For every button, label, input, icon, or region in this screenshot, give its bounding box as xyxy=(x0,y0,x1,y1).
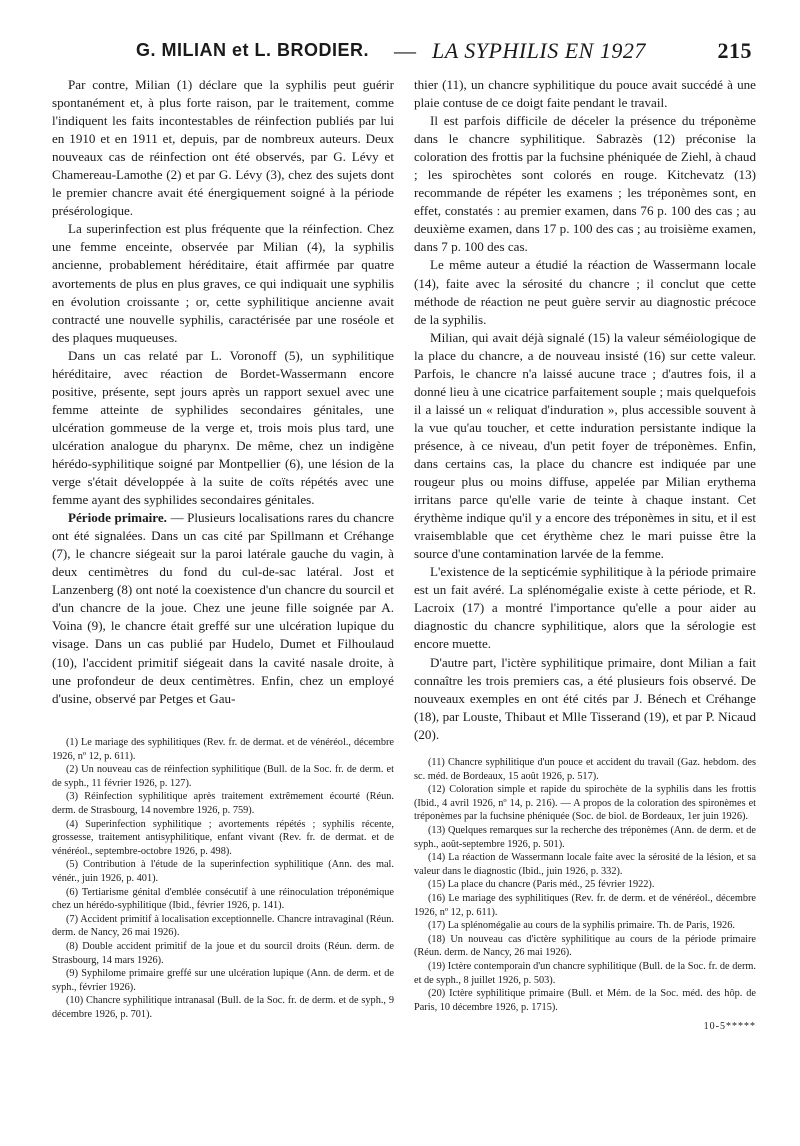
footnote: (14) La réaction de Wassermann locale faite avec la sérosité de la lésion, et sa valeur dans le diagnostic (Ibid., juin 1926, p. 332). xyxy=(414,852,756,877)
footnote: (19) Ictère contemporain d'un chancre syphilitique (Bull. de la Soc. fr. de derm. et de syph., 8 juillet 1926, p. 503). xyxy=(414,960,756,986)
footnote: (3) Réinfection syphilitique après traitement extrêmement écourté (Réun. derm. de Strasbourg, 14 novembre 1926, p. 759). xyxy=(52,791,394,816)
running-head-authors: G. MILIAN et L. BRODIER. xyxy=(136,40,370,60)
footnote: (10) Chancre syphilitique intranasal (Bull. de la Soc. fr. de derm. et de syph., 9 décembre 1926, p. 701). xyxy=(52,995,394,1020)
footnote: (15) La place du chancre (Paris méd., 25 février 1922). xyxy=(428,879,655,891)
footnote: (12) Coloration simple et rapide du spirochète de la syphilis dans les frottis (Ibid., 4 avril 1926, nº 14, p. 216). — A propos de la coloration des spironèmes et tréponèmes par la fuchsine phéniquée (Soc. de biol. de Bordeaux, 1er juin 1926). xyxy=(414,784,756,823)
footnote: (4) Superinfection syphilitique ; avortements répétés ; syphilis récente, grossesse, traitement antisyphilitique, enfant vivant (Rev. fr. de dermat. et de vénéréol., septembre-octobre 1926, p. 498). xyxy=(52,818,394,857)
paragraph: D'autre part, l'ictère syphilitique primaire, dont Milian a fait connaître les trois premiers cas, a été plusieurs fois observé. De nouveaux exemples en ont été cités par J. Bénech et Créhange (18), par Louste, Thibaut et Mlle Tisserand (19), et par P. Nicaud (20). xyxy=(414,654,756,742)
heading-dash: — xyxy=(166,510,188,526)
paragraph: Il est parfois difficile de déceler la présence du tréponème dans le chancre syphilitique. Sabrazès (12) préconise la coloration des frottis par la fuchsine phéniquée de Ziehl, à chaud ; les spirochètes sont colorés en rouge. Kitchevatz (13) recommande de répéter les examens ; les tréponèmes sont, en effet, constatés : au premier examen, dans 76 p. 100 des cas ; au deuxième examen, dans 17 p. 100 des cas ; au troisième examen, dans 7 p. 100 des cas. xyxy=(414,113,756,255)
footnote: (9) Syphilome primaire greffé sur une ulcération lupique (Ann. de derm. et de syph., février 1926). xyxy=(52,968,394,993)
paragraph: Par contre, Milian (1) déclare que la syphilis peut guérir spontanément et, à plus forte raison, par le traitement, comme l'indiquent les faits incontestables de réinfection publiés par lui en 1910 et en 1911 et, depuis, par de nombreux auteurs. Deux nouveaux cas de réinfection ont été observés, par G. Lévy et Chamereau-Lamothe (2) et par G. Lévy (3), chez des sujets dont le premier chancre avait été énergiquement soigné à la période présérologique. xyxy=(52,77,394,219)
right-body-text xyxy=(414,76,756,752)
footnote: (13) Quelques remarques sur la recherche des tréponèmes (Ann. de derm. et de syph., août-septembre 1926, p. 501). xyxy=(414,824,756,850)
footnote: (6) Tertiarisme génital d'emblée consécutif à une réinoculation tréponémique chez un hérédo-syphilitique (Ibid., février 1926, p. 141). xyxy=(52,886,394,912)
footnote: (16) Le mariage des syphilitiques (Rev. fr. de derm. et de vénéréol., décembre 1926, nº 12, p. 611). xyxy=(414,892,756,918)
section-paragraph-primary-period xyxy=(52,509,394,708)
running-head-title: LA SYPHILIS EN 1927 xyxy=(432,38,646,63)
footnote: (18) Un nouveau cas d'ictère syphilitique au cours de la période primaire (Réun. derm. de Nancy, 26 mai 1926). xyxy=(414,933,756,959)
paragraph: Milian, qui avait déjà signalé (15) la valeur séméiologique de la place du chancre, a de nouveau insisté (16) sur cette valeur. Parfois, le chancre n'a laissé aucune trace ; d'autres fois, il a donné lieu à une cicatrice parfaitement souple ; mais quelquefois il a laissé un « reliquat d'induration », plus accessible souvent à la vue qu'au toucher, et cette induration persistante indique la présence, à ce niveau, d'un petit foyer de tréponèmes. Enfin, dans certains cas, la place du chancre est indiquée par une rougeur plus ou moins diffuse, appelée par Milian erythema irritans parce qu'elle varie de teinte à chaque instant. Cet érythème indique qu'il y a encore des tréponèmes in situ, et il est vraisemblable que cet érythème chez le mari puisse être la source d'une contamination larvée de la femme. xyxy=(414,329,756,562)
footnote: (11) Chancre syphilitique d'un pouce et accident du travail (Gaz. hebdom. des sc. méd. de Bordeaux, 15 août 1926, p. 517). xyxy=(414,757,756,782)
footnote: (1) Le mariage des syphilitiques (Rev. fr. de dermat. et de vénéréol., décembre 1926, nº 12, p. 611). xyxy=(52,737,394,762)
left-column xyxy=(52,76,394,1021)
footnote: (17) La splénomégalie au cours de la syphilis primaire. Th. de Paris, 1926. xyxy=(428,920,735,932)
left-body-text xyxy=(52,76,394,732)
paragraph: thier (11), un chancre syphilitique du pouce avait succédé à une plaie contuse de ce doigt faite pendant le travail. xyxy=(414,77,756,111)
footnote: (20) Ictère syphilitique primaire (Bull. et Mém. de la Soc. méd. des hôp. de Paris, 10 décembre 1926, p. 1715). xyxy=(414,988,756,1013)
paragraph: La superinfection est plus fréquente que la réinfection. Chez une femme enceinte, observée par Milian (4), la syphilis ancienne, probablement héréditaire, était affirmée par quatre avortements de plus en plus graves, ce qui indiquait une syphilis en évolution croissante ; or, cette syphilitique ancienne avait contracté une nouvelle syphilis, caractérisée par une roséole et des plaques muqueuses. xyxy=(52,221,394,345)
page-number: 215 xyxy=(717,38,752,63)
left-footnotes xyxy=(52,736,394,1021)
footnote: (8) Double accident primitif de la joue et du sourcil droits (Réun. derm. de Strasbourg, 14 mars 1926). xyxy=(52,940,394,966)
printer-signature: 10-5***** xyxy=(703,1021,756,1033)
paragraph: Le même auteur a étudié la réaction de Wassermann locale (14), faite avec la sérosité du chancre ; il conclut que cette méthode de réaction ne peut guère servir au diagnostic précoce de la syphilis. xyxy=(414,257,756,327)
footnote: (2) Un nouveau cas de réinfection syphilitique (Bull. de la Soc. fr. de derm. et de syph., 11 février 1926, p. 127). xyxy=(52,764,394,789)
running-head-dash: — xyxy=(394,38,417,63)
section-text: Plusieurs localisations rares du chancre ont été signalées. Dans un cas cité par Spillmann et Créhange (7), le chancre siégeait sur la paroi latérale gauche du vagin, à deux centimètres du fond du cul-de-sac latéral. Jost et Lanzenberg (8) ont noté la coexistence d'un chancre du sourcil et d'un chancre de la joue. Chez une jeune fille soignée par A. Voina (9), le chancre était greffé sur une ulcération lupique du visage. Dans un cas publié par Hudelo, Dumet et Filhoulaud (10), l'accident primitif siégeait dans la cavité nasale droite, à une profondeur de deux centimètres. Enfin, chez un employé d'usine, observé par Petges et Gau- xyxy=(52,510,394,706)
section-heading: Période primaire. xyxy=(68,510,167,526)
footnote: (7) Accident primitif à localisation exceptionnelle. Chancre intravaginal (Réun. derm. de Nancy, 26 mai 1926). xyxy=(52,913,394,939)
right-footnotes xyxy=(414,756,756,1034)
paragraph: L'existence de la septicémie syphilitique à la période primaire est un fait avéré. La splénomégalie existe à cette période, et R. Lacroix (17) a montré l'importance qu'elle a pour aider au diagnostic du chancre syphilitique, alors que la sérologie est encore muette. xyxy=(414,564,756,652)
paragraph: Dans un cas relaté par L. Voronoff (5), un syphilitique héréditaire, avec réaction de Bordet-Wassermann encore positive, présente, sept jours après un rapport sexuel avec une femme atteinte de syphilides secondaires génitales, une ulcération gommeuse de la verge et, trois mois plus tard, une ulcération analogue du pharynx. De même, chez un indigène hérédo-syphilitique soigné par Montpellier (6), une lésion de la verge s'était développée à la suite de coïts répétés avec une femme ayant des syphilides secondaires génitales. xyxy=(52,347,394,508)
footnote: (5) Contribution à l'étude de la superinfection syphilitique (Ann. des mal. vénér., juin 1926, p. 401). xyxy=(52,859,394,884)
running-head xyxy=(48,40,752,74)
right-column xyxy=(414,76,756,1034)
